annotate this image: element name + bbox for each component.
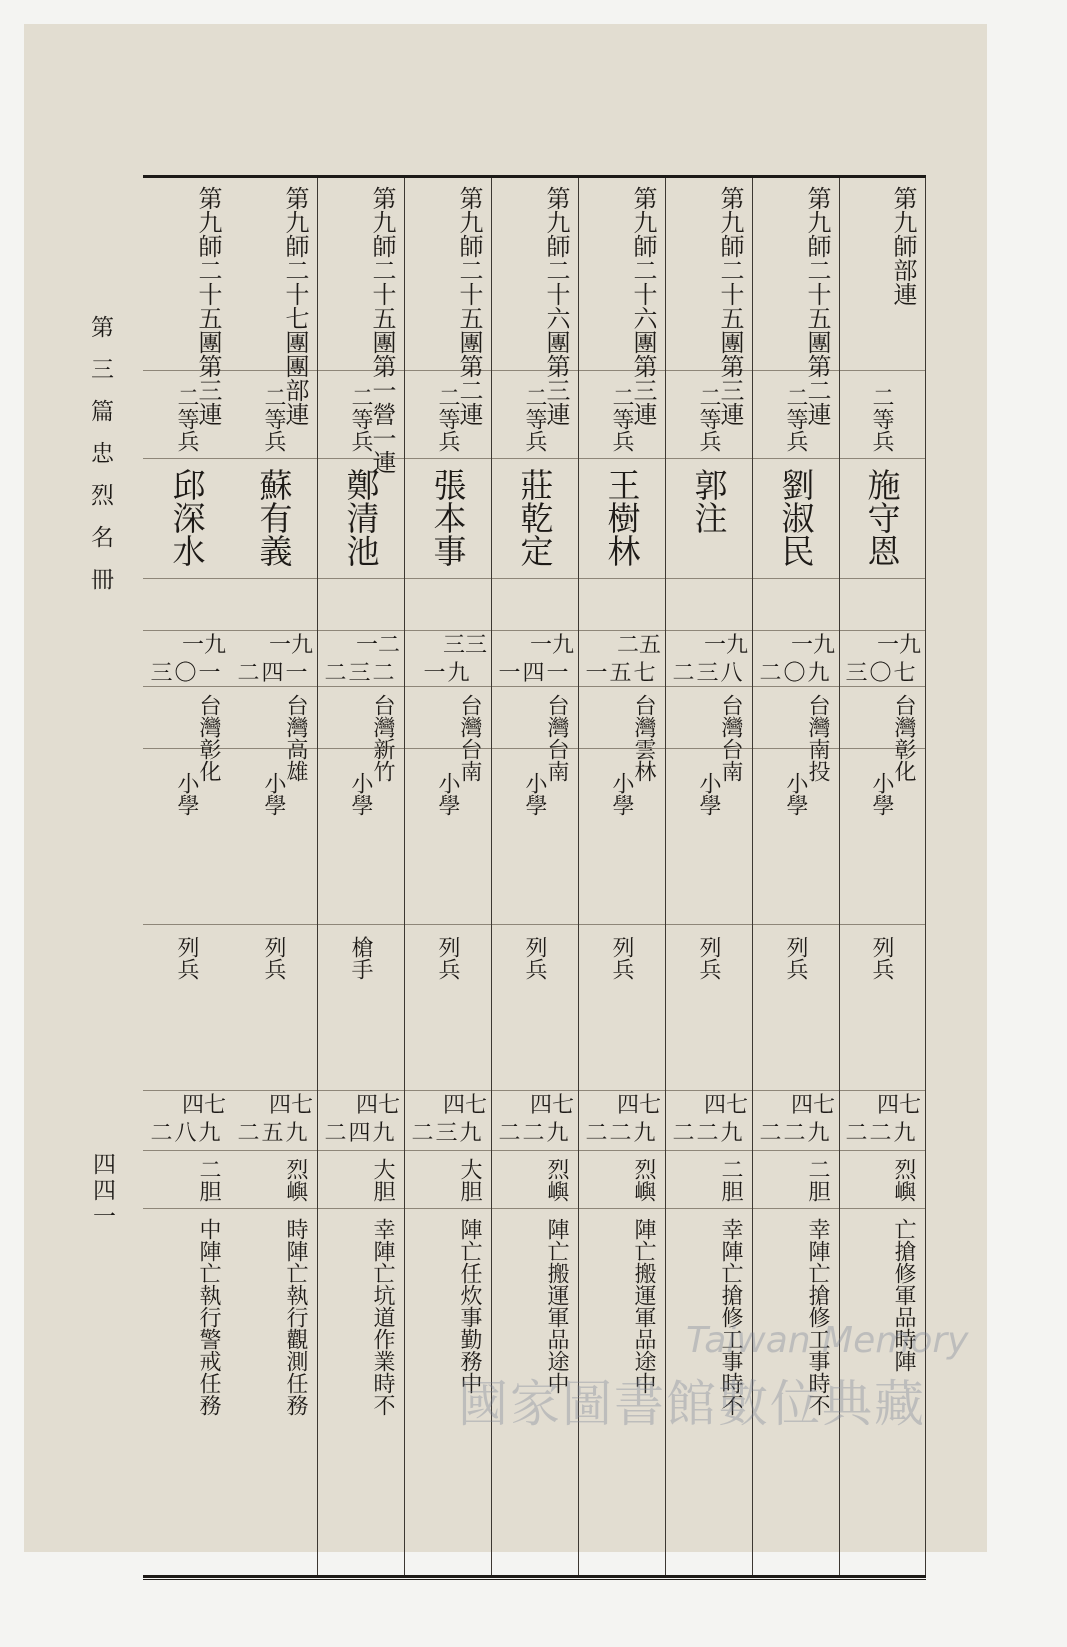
occupation-text: 列兵: [522, 936, 547, 980]
occupation-text: 列兵: [609, 936, 634, 980]
death-date-cell: [578, 1090, 665, 1151]
cause-text: 幸陣亡坑道作業時不: [370, 1218, 395, 1416]
name-text: 張本事: [428, 468, 468, 567]
watermark: 國家圖書館數位典藏: [458, 1375, 926, 1433]
table-bottom-rule-thin: [143, 1579, 926, 1580]
birth-date-cell: [665, 630, 752, 687]
native-place-cell: [838, 686, 925, 782]
rank-cell: [752, 370, 839, 459]
death-place-text: 二胆: [805, 1158, 830, 1202]
unit-text: 第九師部連: [889, 186, 917, 306]
rank-text: 二等兵: [522, 386, 547, 452]
birth-monthday: 一四一: [498, 661, 571, 686]
death-monthday: 二五九: [237, 1121, 310, 1146]
record-column: [317, 178, 405, 1575]
native-place-text: 台灣彰化: [891, 694, 916, 782]
death-monthday: 二四九: [324, 1121, 397, 1146]
record-column: [143, 178, 230, 1575]
birth-year: 一九: [876, 633, 921, 658]
rank-cell: [230, 370, 317, 459]
blank-cell: [317, 578, 404, 631]
native-place-text: 台灣台南: [718, 694, 743, 782]
death-place-cell: [578, 1150, 665, 1209]
rank-cell: [838, 370, 925, 459]
death-place-cell: [143, 1150, 230, 1209]
birth-date-cell: [230, 630, 317, 687]
name-cell: [404, 458, 491, 579]
cause-text: 陣亡搬運軍品途中: [544, 1218, 569, 1394]
birth-date-cell: [838, 630, 925, 687]
education-text: 小學: [522, 772, 547, 816]
death-monthday: 二二九: [585, 1121, 658, 1146]
name-text: 郭注: [689, 468, 729, 534]
cause-cell: [230, 1208, 317, 1575]
birth-year: 一九: [268, 633, 313, 658]
unit-text: 第九師二十七團團部連: [281, 186, 309, 426]
unit-text: 第九師二十五團第二連: [803, 186, 831, 426]
death-date-cell: [491, 1090, 578, 1151]
occupation-cell: [838, 924, 925, 1091]
native-place-text: 台灣高雄: [283, 694, 308, 782]
unit-text: 第九師二十六團第三連: [629, 186, 657, 426]
rank-text: 二等兵: [609, 386, 634, 452]
rank-cell: [665, 370, 752, 459]
death-monthday: 二二九: [672, 1121, 745, 1146]
native-place-text: 台灣南投: [805, 694, 830, 782]
education-cell: [752, 748, 839, 925]
death-date-cell: [317, 1090, 404, 1151]
native-place-text: 台灣台南: [457, 694, 482, 782]
chapter-title: 第三篇忠烈名冊: [87, 315, 113, 609]
native-place-text: 台灣雲林: [631, 694, 656, 782]
name-cell: [665, 458, 752, 579]
death-monthday: 二二九: [759, 1121, 832, 1146]
name-text: 施守恩: [862, 468, 902, 567]
education-text: 小學: [696, 772, 721, 816]
death-place-text: 烈嶼: [544, 1158, 569, 1202]
death-date-cell: [404, 1090, 491, 1151]
rank-cell: [491, 370, 578, 459]
birth-monthday: 一五七: [585, 661, 658, 686]
death-year: 四七: [790, 1093, 835, 1118]
name-text: 邱深水: [167, 468, 207, 567]
birth-monthday: 三〇七: [845, 661, 918, 686]
birth-year: 一二: [355, 633, 400, 658]
unit-text: 第九師二十五團第三連: [716, 186, 744, 426]
death-monthday: 二三九: [411, 1121, 484, 1146]
name-text: 蘇有義: [254, 468, 294, 567]
birth-year: 一九: [181, 633, 226, 658]
occupation-cell: [665, 924, 752, 1091]
education-cell: [230, 748, 317, 925]
birth-monthday: 二四一: [237, 661, 310, 686]
birth-year: 二五: [616, 633, 661, 658]
record-column: [230, 178, 318, 1575]
name-cell: [578, 458, 665, 579]
death-year: 四七: [876, 1093, 921, 1118]
page-number: 四四一: [89, 1152, 115, 1230]
birth-monthday: 二三八: [672, 661, 745, 686]
death-place-cell: [317, 1150, 404, 1209]
cause-cell: [143, 1208, 230, 1575]
occupation-cell: [143, 924, 230, 1091]
occupation-text: 列兵: [261, 936, 286, 980]
native-place-cell: [404, 686, 491, 782]
death-date-cell: [230, 1090, 317, 1151]
education-text: 小學: [174, 772, 199, 816]
name-text: 劉淑民: [776, 468, 816, 567]
education-text: 小學: [435, 772, 460, 816]
name-text: 鄭清池: [341, 468, 381, 567]
native-place-cell: [665, 686, 752, 782]
name-text: 莊乾定: [515, 468, 555, 567]
native-place-cell: [143, 686, 230, 782]
rank-cell: [404, 370, 491, 459]
rank-cell: [143, 370, 230, 459]
death-date-cell: [665, 1090, 752, 1151]
birth-date-cell: [491, 630, 578, 687]
death-place-text: 二胆: [718, 1158, 743, 1202]
birth-date-cell: [578, 630, 665, 687]
rank-text: 二等兵: [435, 386, 460, 452]
cause-text: 幸陣亡搶修工事時不: [805, 1218, 830, 1416]
table-bottom-rule: [143, 1575, 926, 1578]
name-cell: [317, 458, 404, 579]
death-place-text: 烈嶼: [283, 1158, 308, 1202]
education-text: 小學: [783, 772, 808, 816]
rank-text: 二等兵: [174, 386, 199, 452]
death-date-cell: [838, 1090, 925, 1151]
rank-text: 二等兵: [261, 386, 286, 452]
death-place-cell: [838, 1150, 925, 1209]
blank-cell: [143, 578, 230, 631]
death-monthday: 二二九: [498, 1121, 571, 1146]
death-place-text: 大胆: [370, 1158, 395, 1202]
rank-text: 二等兵: [869, 386, 894, 452]
birth-monthday: 一九: [423, 661, 472, 686]
education-cell: [491, 748, 578, 925]
name-text: 王樹林: [602, 468, 642, 567]
death-date-cell: [143, 1090, 230, 1151]
cause-text: 時陣亡執行觀測任務: [283, 1218, 308, 1416]
cause-text: 陣亡任炊事勤務中: [457, 1218, 482, 1394]
birth-monthday: 二〇九: [759, 661, 832, 686]
birth-year: 一九: [790, 633, 835, 658]
name-cell: [230, 458, 317, 579]
death-monthday: 二二九: [845, 1121, 918, 1146]
birth-date-cell: [317, 630, 404, 687]
death-place-cell: [665, 1150, 752, 1209]
birth-year: 三三: [442, 633, 487, 658]
birth-year: 一九: [703, 633, 748, 658]
death-year: 四七: [268, 1093, 313, 1118]
occupation-text: 列兵: [696, 936, 721, 980]
education-cell: [838, 748, 925, 925]
death-place-text: 烈嶼: [631, 1158, 656, 1202]
cause-text: 亡搶修軍品時陣: [891, 1218, 916, 1372]
birth-monthday: 二三二: [324, 661, 397, 686]
native-place-cell: [752, 686, 839, 782]
native-place-cell: [230, 686, 317, 782]
native-place-cell: [491, 686, 578, 782]
education-text: 小學: [609, 772, 634, 816]
occupation-text: 槍手: [348, 936, 373, 980]
death-year: 四七: [616, 1093, 661, 1118]
occupation-cell: [404, 924, 491, 1091]
occupation-text: 列兵: [783, 936, 808, 980]
education-cell: [665, 748, 752, 925]
native-place-cell: [578, 686, 665, 782]
education-text: 小學: [261, 772, 286, 816]
death-year: 四七: [529, 1093, 574, 1118]
education-cell: [317, 748, 404, 925]
occupation-cell: [317, 924, 404, 1091]
death-place-text: 大胆: [457, 1158, 482, 1202]
watermark-english: Taiwan Memory: [686, 1320, 969, 1361]
blank-cell: [404, 578, 491, 631]
native-place-text: 台灣台南: [544, 694, 569, 782]
birth-year: 一九: [529, 633, 574, 658]
death-place-text: 二胆: [196, 1158, 221, 1202]
blank-cell: [578, 578, 665, 631]
occupation-cell: [752, 924, 839, 1091]
occupation-cell: [230, 924, 317, 1091]
blank-cell: [838, 578, 925, 631]
occupation-text: 列兵: [435, 936, 460, 980]
death-place-text: 烈嶼: [891, 1158, 916, 1202]
rank-text: 二等兵: [783, 386, 808, 452]
occupation-text: 列兵: [869, 936, 894, 980]
name-cell: [143, 458, 230, 579]
death-year: 四七: [442, 1093, 487, 1118]
blank-cell: [230, 578, 317, 631]
death-place-cell: [752, 1150, 839, 1209]
death-place-cell: [230, 1150, 317, 1209]
education-cell: [404, 748, 491, 925]
rank-text: 二等兵: [696, 386, 721, 452]
cause-text: 幸陣亡搶修工事時不: [718, 1218, 743, 1416]
education-cell: [143, 748, 230, 925]
occupation-cell: [578, 924, 665, 1091]
occupation-cell: [491, 924, 578, 1091]
native-place-text: 台灣新竹: [370, 694, 395, 782]
name-cell: [752, 458, 839, 579]
death-place-cell: [404, 1150, 491, 1209]
cause-cell: [317, 1208, 404, 1575]
birth-monthday: 三〇一: [150, 661, 223, 686]
name-cell: [491, 458, 578, 579]
birth-date-cell: [143, 630, 230, 687]
rank-cell: [317, 370, 404, 459]
blank-cell: [491, 578, 578, 631]
unit-text: 第九師二十六團第三連: [542, 186, 570, 426]
blank-cell: [752, 578, 839, 631]
death-year: 四七: [355, 1093, 400, 1118]
death-monthday: 二八九: [150, 1121, 223, 1146]
education-cell: [578, 748, 665, 925]
unit-cell: [838, 178, 925, 371]
native-place-cell: [317, 686, 404, 782]
rank-text: 二等兵: [348, 386, 373, 452]
death-place-cell: [491, 1150, 578, 1209]
unit-text: 第九師二十五團第三連: [194, 186, 222, 426]
rank-cell: [578, 370, 665, 459]
birth-date-cell: [752, 630, 839, 687]
occupation-text: 列兵: [174, 936, 199, 980]
death-year: 四七: [703, 1093, 748, 1118]
name-cell: [838, 458, 925, 579]
education-text: 小學: [869, 772, 894, 816]
cause-text: 中陣亡執行警戒任務: [196, 1218, 221, 1416]
death-year: 四七: [181, 1093, 226, 1118]
unit-text: 第九師二十五團第二連: [455, 186, 483, 426]
cause-text: 陣亡搬運軍品途中: [631, 1218, 656, 1394]
education-text: 小學: [348, 772, 373, 816]
death-date-cell: [752, 1090, 839, 1151]
unit-text: 第九師二十五團第一營一連: [368, 186, 396, 474]
birth-date-cell: [404, 630, 491, 687]
blank-cell: [665, 578, 752, 631]
native-place-text: 台灣彰化: [196, 694, 221, 782]
